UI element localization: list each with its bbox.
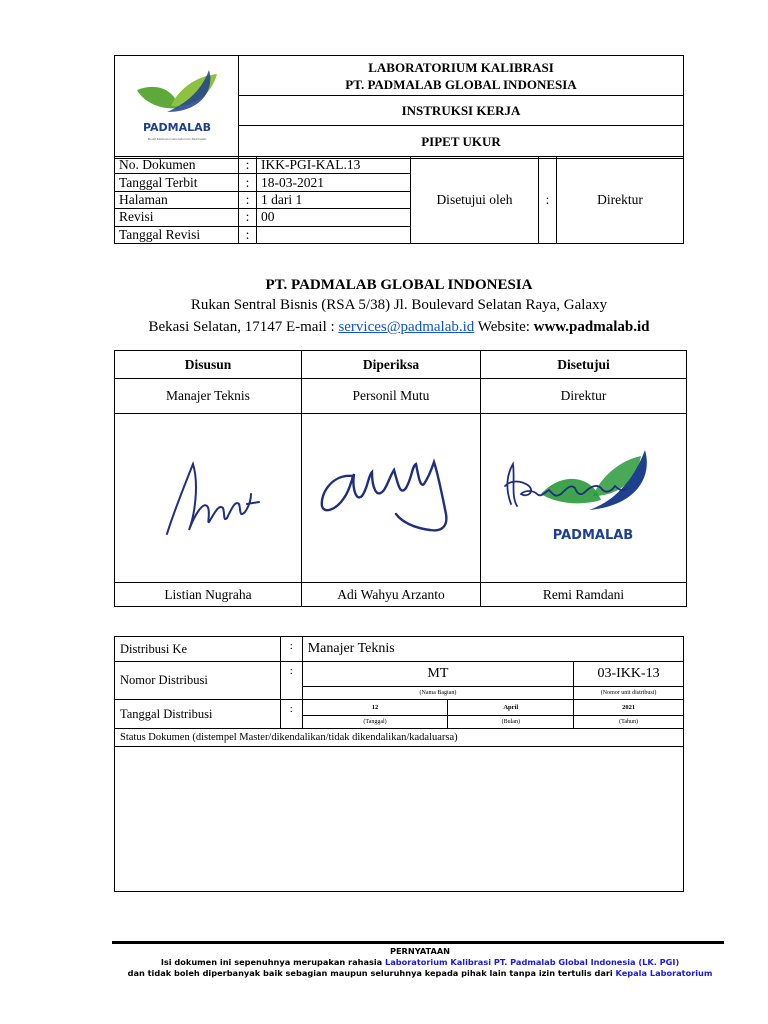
- signature-approver-with-stamp: [481, 414, 686, 578]
- company-address-line1: Rukan Sentral Bisnis (RSA 5/38) Jl. Boulevard Selatan Raya, Galaxy: [190, 297, 608, 313]
- distribusi-value: Manajer Teknis: [302, 637, 683, 662]
- meta-value: 00: [257, 209, 411, 226]
- meta-value: 1 dari 1: [257, 191, 411, 208]
- approval-header: Disetujui: [481, 351, 687, 379]
- logo-wordmark: PADMALAB: [142, 121, 211, 134]
- document-header: [114, 55, 684, 159]
- signature-checker: [302, 414, 480, 578]
- meta-label: Revisi: [115, 209, 239, 226]
- website-label: Website:: [474, 319, 534, 335]
- bulan-value: April: [448, 700, 574, 716]
- statement-line1-text: Isi dokumen ini sepenuhnya merupakan rahasia: [160, 957, 386, 967]
- signature-cell-checker: [302, 414, 481, 583]
- lab-title: [239, 56, 684, 96]
- meta-colon: :: [239, 157, 257, 174]
- confidentiality-statement: [100, 946, 740, 979]
- company-name: PT. PADMALAB GLOBAL INDONESIA: [265, 277, 533, 293]
- nomor-distribusi-colon: :: [280, 662, 302, 700]
- doc-type: INSTRUKSI KERJA: [239, 96, 684, 126]
- footer-divider: [112, 941, 724, 944]
- status-dokumen-label: Status Dokumen (distempel Master/dikendalikan/tidak dikendalikan/kadaluarsa): [115, 729, 684, 747]
- distribusi-colon: :: [280, 637, 302, 662]
- signature-cell-approver: [481, 414, 687, 583]
- meta-label: Tanggal Terbit: [115, 174, 239, 191]
- tanggal-distribusi-colon: :: [280, 700, 302, 729]
- stamp-wordmark: PADMALAB: [552, 528, 634, 543]
- bagian-value: MT: [302, 662, 573, 687]
- nomor-unit-caption: (Nomor unit distribusi): [574, 687, 684, 700]
- tanggal-caption: (Tanggal): [302, 716, 448, 729]
- approval-table: [114, 350, 687, 607]
- nomor-unit-value: 03-IKK-13: [574, 662, 684, 687]
- status-stamp-area: [115, 747, 684, 892]
- statement-title: PERNYATAAN: [389, 946, 451, 956]
- bulan-caption: (Bulan): [448, 716, 574, 729]
- meta-label: Halaman: [115, 191, 239, 208]
- meta-colon: :: [239, 174, 257, 191]
- padmalab-leaf-logo: [127, 60, 227, 150]
- lab-title-line2: PT. PADMALAB GLOBAL INDONESIA: [345, 76, 577, 92]
- approval-name: Remi Ramdani: [481, 583, 687, 607]
- approval-name: Listian Nugraha: [115, 583, 302, 607]
- address-prefix: Bekasi Selatan, 17147 E-mail :: [148, 319, 339, 335]
- statement-line2: [100, 968, 740, 979]
- tahun-value: 2021: [574, 700, 684, 716]
- approved-by-value: Direktur: [557, 157, 684, 244]
- meta-value: 18-03-2021: [257, 174, 411, 191]
- meta-colon: :: [239, 209, 257, 226]
- tanggal-distribusi-label: Tanggal Distribusi: [115, 700, 281, 729]
- company-address-line2: [114, 316, 684, 338]
- meta-value: [257, 226, 411, 243]
- statement-lab-name: Laboratorium Kalibrasi PT. Padmalab Global Indonesia (LK. PGI): [385, 957, 680, 967]
- approval-name: Adi Wahyu Arzanto: [302, 583, 481, 607]
- statement-head-lab: Kepala Laboratorium: [615, 968, 713, 978]
- nomor-distribusi-label: Nomor Distribusi: [115, 662, 281, 700]
- meta-colon: :: [239, 226, 257, 243]
- statement-line2-text: dan tidak boleh diperbanyak baik sebagian maupun seluruhnya kepada pihak lain tanpa izin tertulis dari: [127, 968, 616, 978]
- bagian-caption: (Nama Bagian): [302, 687, 573, 700]
- tahun-caption: (Tahun): [574, 716, 684, 729]
- company-info: [114, 276, 684, 338]
- distribusi-label: Distribusi Ke: [115, 637, 281, 662]
- doc-subject: PIPET UKUR: [239, 126, 684, 159]
- tanggal-value: 12: [302, 700, 448, 716]
- approval-role: Direktur: [481, 379, 687, 414]
- approved-colon: :: [539, 157, 557, 244]
- approval-header: Disusun: [115, 351, 302, 379]
- meta-value: IKK-PGI-KAL.13: [257, 157, 411, 174]
- website-link[interactable]: www.padmalab.id: [533, 319, 650, 335]
- approval-header: Diperiksa: [302, 351, 481, 379]
- signature-compiler: [115, 414, 301, 578]
- document-meta: [114, 156, 684, 244]
- lab-title-line1: LABORATORIUM KALIBRASI: [368, 59, 554, 75]
- statement-line1: [100, 957, 740, 968]
- approval-role: Manajer Teknis: [115, 379, 302, 414]
- approval-role: Personil Mutu: [302, 379, 481, 414]
- approved-by-label: Disetujui oleh: [411, 157, 539, 244]
- signature-cell-compiler: [115, 414, 302, 583]
- meta-label: No. Dokumen: [115, 157, 239, 174]
- email-link[interactable]: services@padmalab.id: [338, 319, 475, 335]
- meta-colon: :: [239, 191, 257, 208]
- distribution-table: [114, 636, 684, 892]
- logo-tagline: Pusat Kalibrasi Laboratorium Padmalab: [147, 137, 206, 141]
- meta-label: Tanggal Revisi: [115, 226, 239, 243]
- company-logo: [115, 56, 239, 159]
